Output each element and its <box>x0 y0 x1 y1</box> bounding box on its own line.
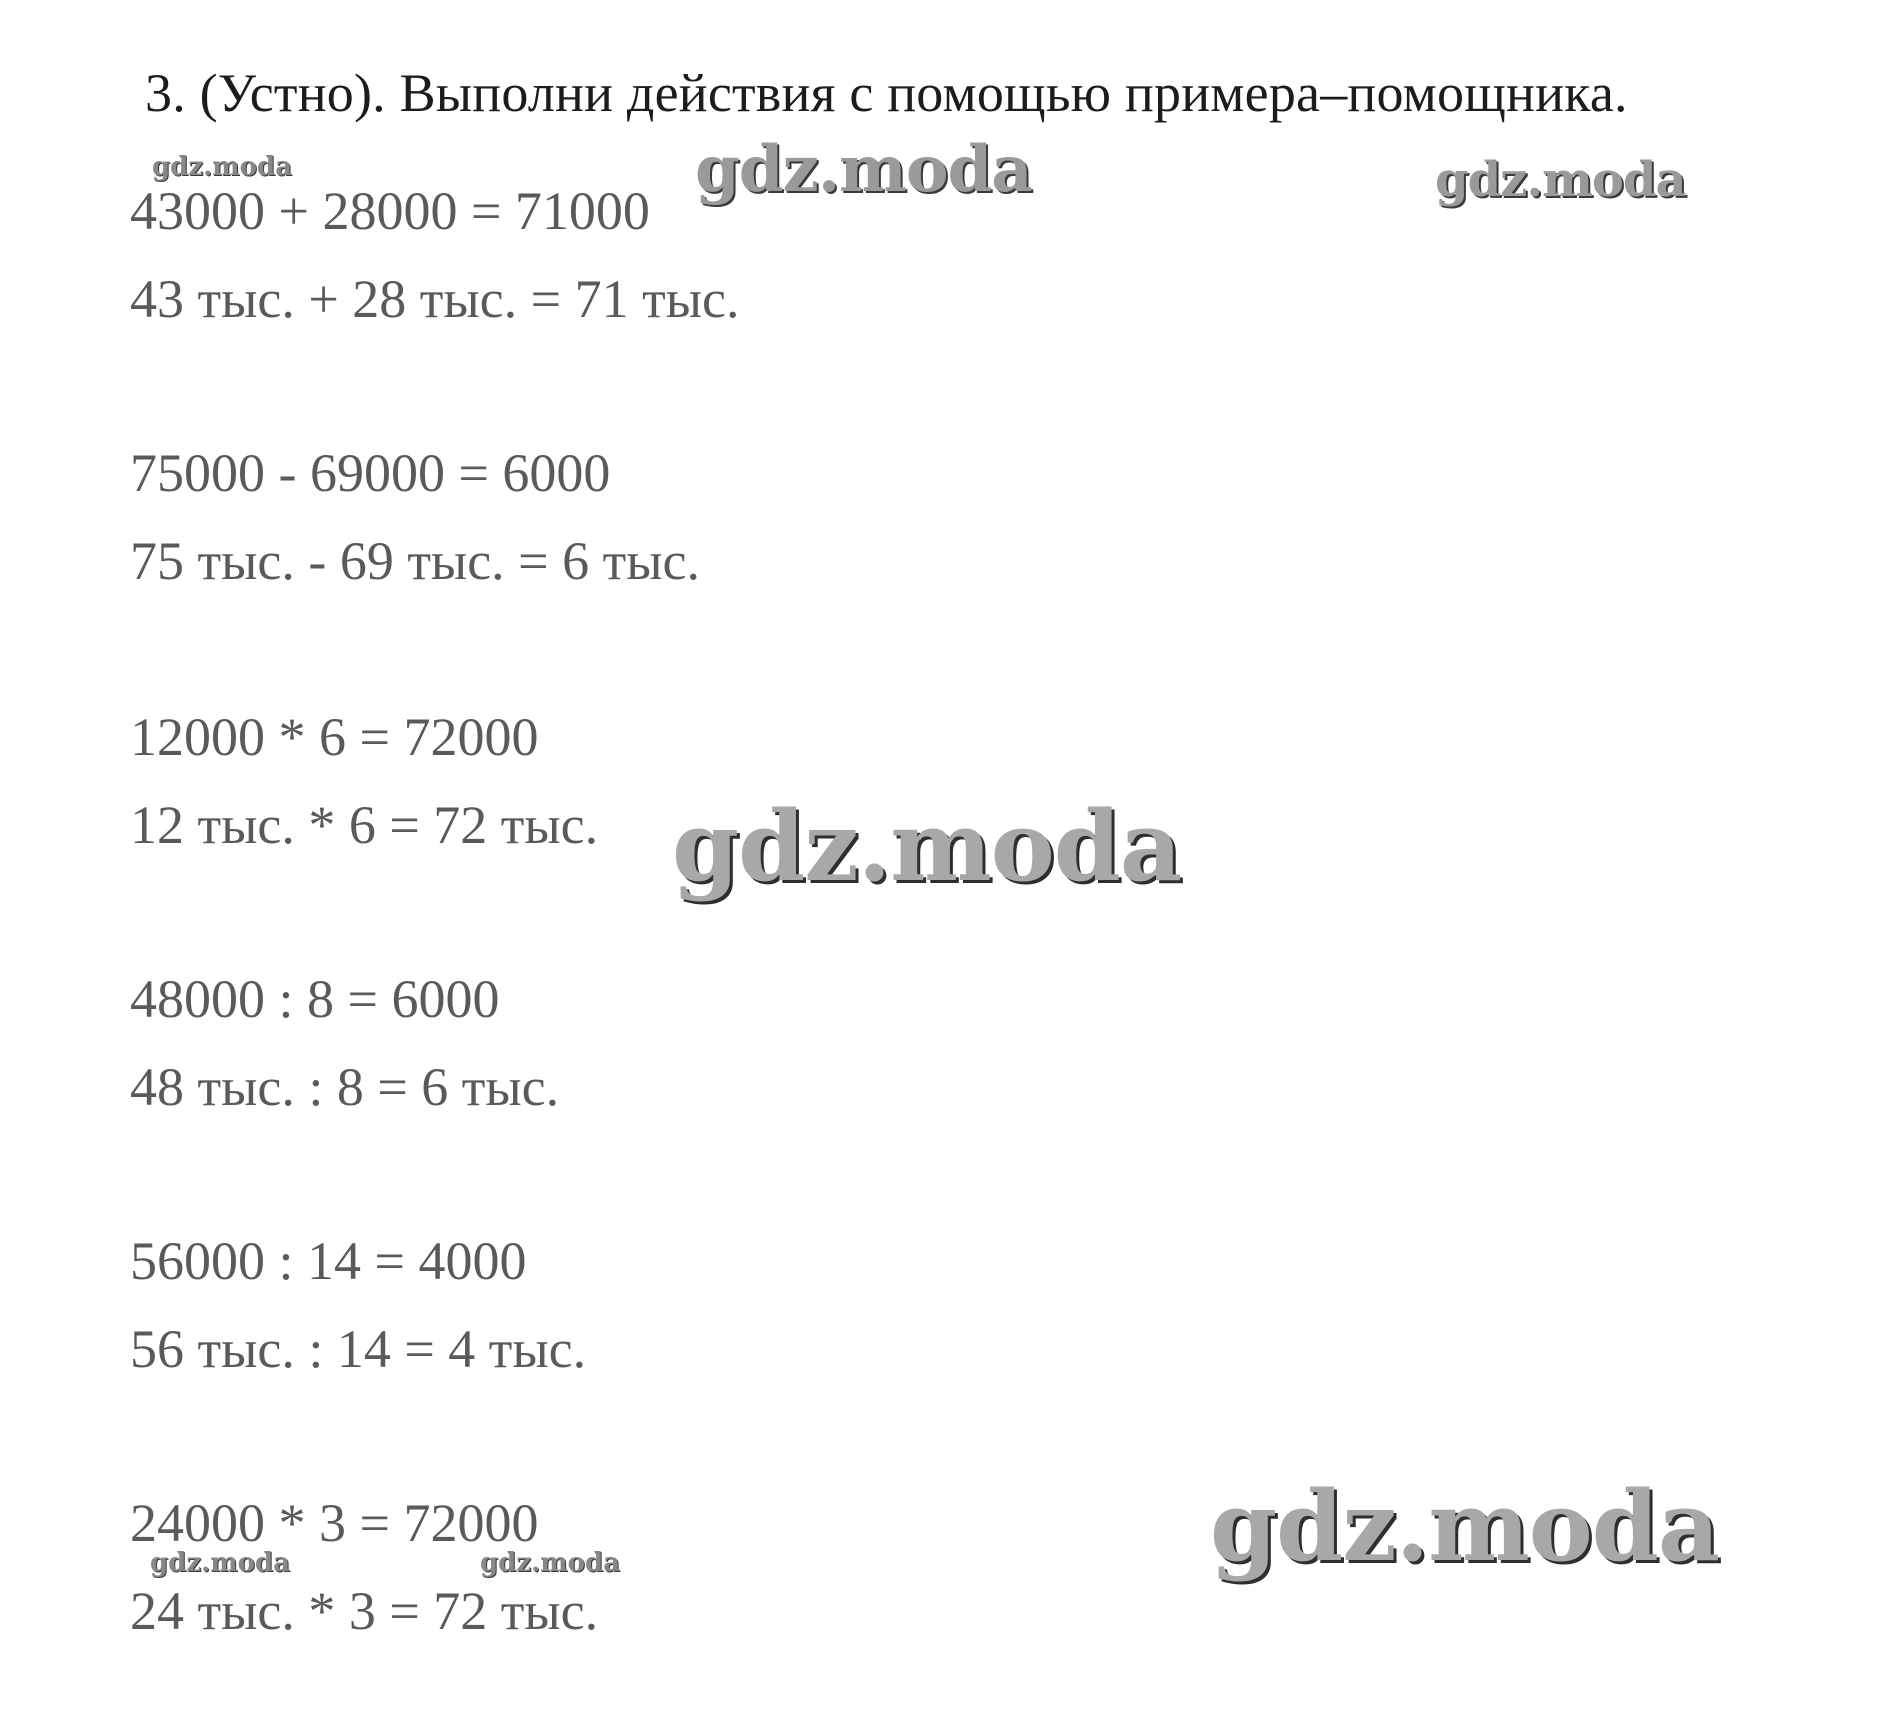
example-6-short: 24 тыс. * 3 = 72 тыс. <box>130 1581 599 1641</box>
example-4-full: 48000 : 8 = 6000 <box>130 969 500 1029</box>
example-6-full: 24000 * 3 = 72000 <box>130 1493 539 1553</box>
watermark-logo: gdz.moda <box>1435 152 1686 208</box>
example-4-short: 48 тыс. : 8 = 6 тыс. <box>130 1057 560 1117</box>
example-1-full: 43000 + 28000 = 71000 <box>130 181 650 241</box>
watermark-logo: gdz.moda <box>152 152 293 182</box>
watermark-logo: gdz.moda <box>1210 1470 1720 1583</box>
watermark-logo: gdz.moda <box>480 1548 621 1578</box>
example-3-short: 12 тыс. * 6 = 72 тыс. <box>130 795 599 855</box>
example-2-short: 75 тыс. - 69 тыс. = 6 тыс. <box>130 531 700 591</box>
example-5-short: 56 тыс. : 14 = 4 тыс. <box>130 1319 587 1379</box>
watermark-logo: gdz.moda <box>672 790 1182 903</box>
watermark-logo: gdz.moda <box>150 1548 291 1578</box>
task-title: 3. (Устно). Выполни действия с помощью примера–помощника. <box>145 63 1628 123</box>
example-5-full: 56000 : 14 = 4000 <box>130 1231 527 1291</box>
watermark-logo: gdz.moda <box>695 132 1032 207</box>
example-2-full: 75000 - 69000 = 6000 <box>130 443 611 503</box>
example-1-short: 43 тыс. + 28 тыс. = 71 тыс. <box>130 269 740 329</box>
example-3-full: 12000 * 6 = 72000 <box>130 707 539 767</box>
